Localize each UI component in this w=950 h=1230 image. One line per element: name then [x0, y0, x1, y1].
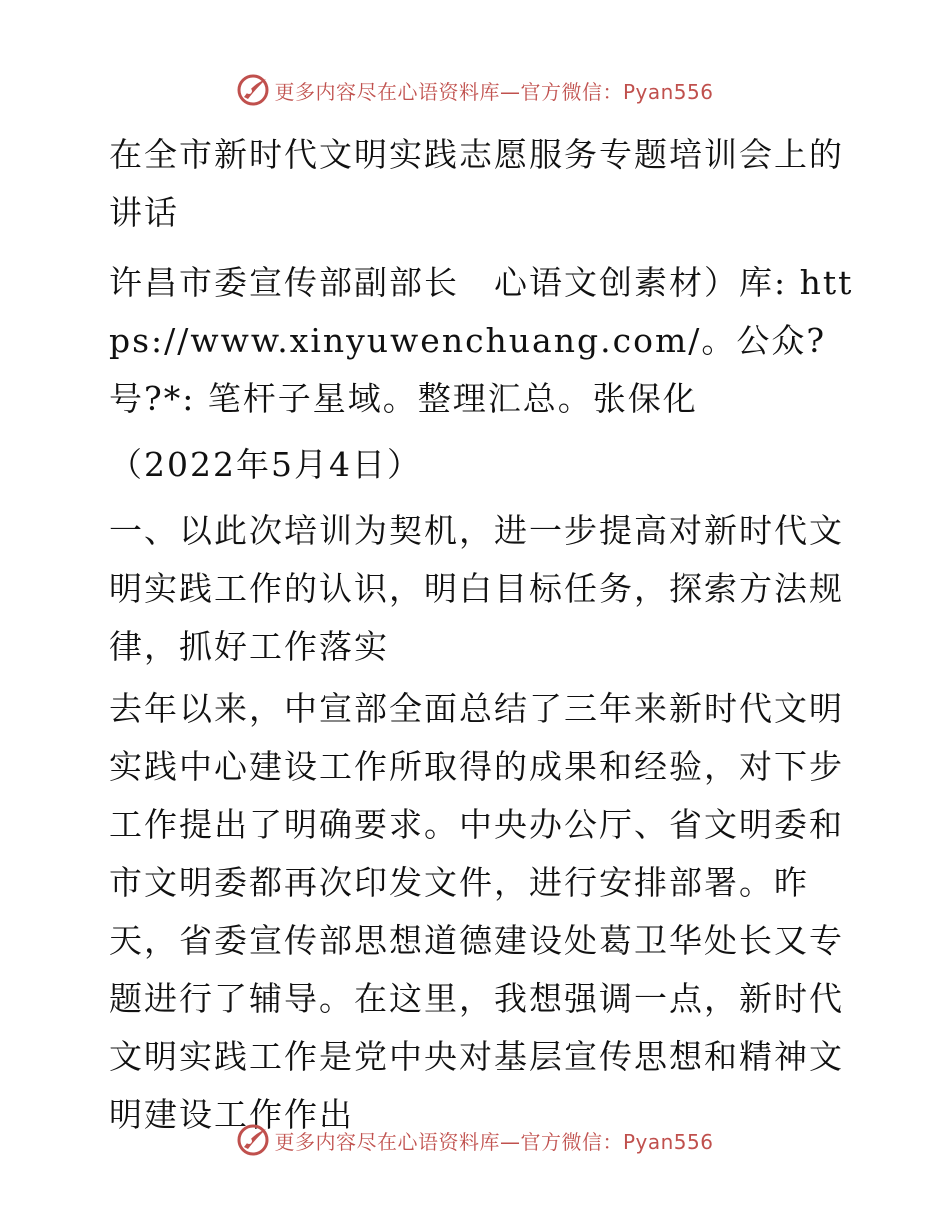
footer-banner-text: 更多内容尽在心语资料库—官方微信：Pyan556 — [274, 1129, 714, 1154]
body-paragraph: 去年以来，中宣部全面总结了三年来新时代文明实践中心建设工作所取得的成果和经验，对下步工作提出了明确要求。中央办公厅、省文明委和市文明委都再次印发文件，进行安排部署。昨天，省委宣传部思想道德建设处葛卫华处长又专题进行了辅导。在这里，我想强调一点，新时代文明实践工作是党中央对基层宣传思想和精神文明建设工作作出 — [109, 689, 844, 1134]
speech-date: （2022年5月4日） — [109, 445, 422, 484]
section-heading: 一、以此次培训为契机，进一步提高对新时代文明实践工作的认识，明白目标任务，探索方法规律，抓好工作落实 — [109, 511, 844, 666]
footer-banner — [0, 1120, 950, 1160]
document-title: 在全市新时代文明实践志愿服务专题培训会上的讲话 — [109, 135, 844, 232]
quill-pen-logo-icon — [236, 1123, 270, 1157]
header-banner-text: 更多内容尽在心语资料库—官方微信：Pyan556 — [274, 79, 714, 104]
header-banner — [0, 70, 950, 110]
author-line: 许昌市委宣传部副部长 心语文创素材）库: https://www.xinyuwenchuang.com/。公众?号?*: 笔杆子星域。整理汇总。张保化 — [109, 263, 854, 418]
document-body — [97, 122, 857, 1144]
quill-pen-logo-icon — [236, 73, 270, 107]
